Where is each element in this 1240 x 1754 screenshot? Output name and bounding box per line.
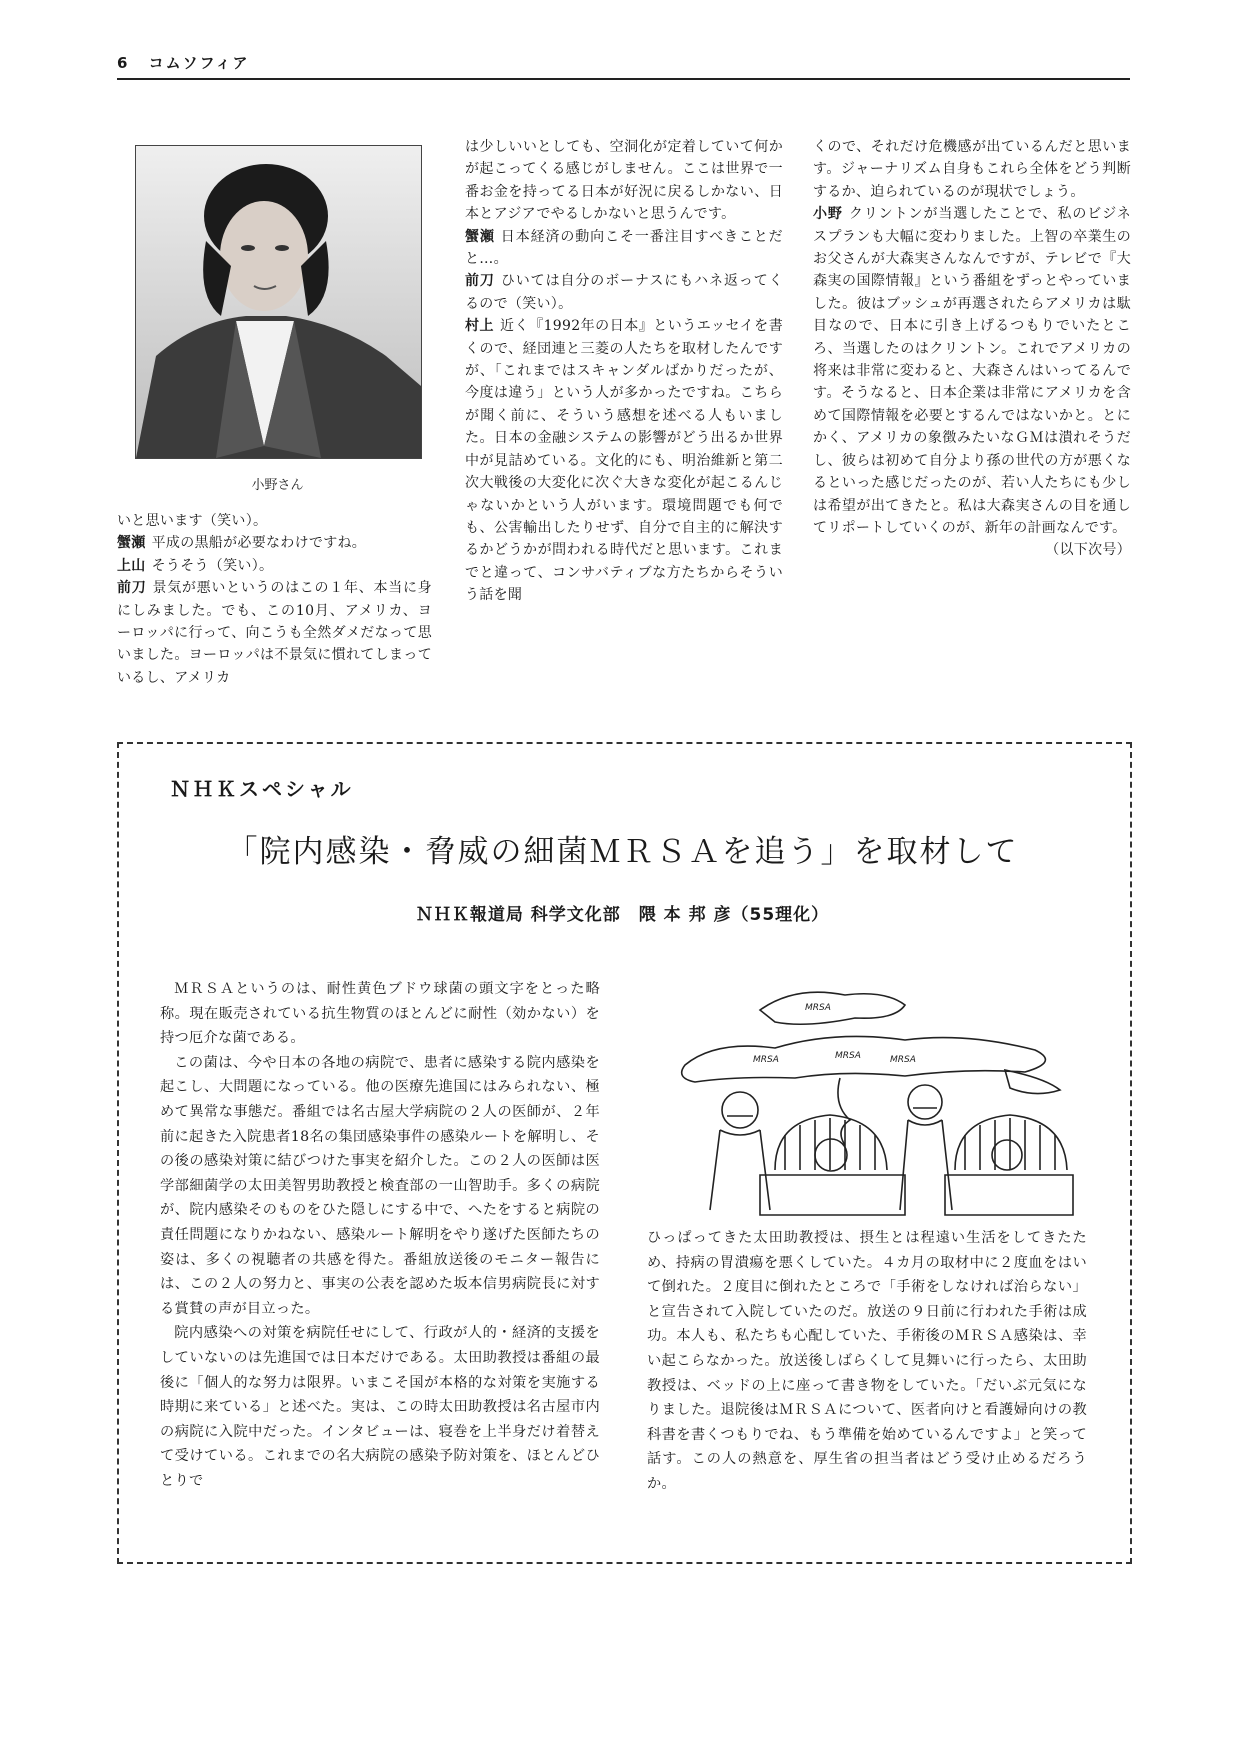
continued-note: （以下次号）	[1045, 542, 1131, 559]
portrait-illustration	[136, 146, 421, 458]
portrait-photo	[135, 145, 422, 459]
box-left-column	[160, 977, 600, 1493]
paragraph-text: そうそう（笑い）。	[151, 557, 274, 574]
paragraph-text: 近く『1992年の日本』というエッセイを書くので、経団連と三菱の人たちを取材したんですが、「これまではスキャンダルばかりだったが、今度は違う」という人が多かったですね。こちらが聞く前に、そういう感想を述べる人もいました。日本の金融システムの影響がどう出るか世界中が見詰めている。文化的にも、明治維新と第二次大戦後の大変化に次ぐ大きな変化が起こるんじゃないかという人がいます。環境問題でも何でも、公害輸出したりせず、自分で自主的に解決するかどうかが問われる時代だと思います。これまでと違って、コンサバティブな方たちからそういう話を聞	[465, 318, 783, 604]
illustration-label: MRSA	[753, 1055, 779, 1065]
paragraph	[117, 555, 432, 577]
paragraph	[465, 226, 783, 271]
interview-column-3	[813, 136, 1131, 562]
box-right-column	[647, 1226, 1087, 1497]
interview-column-1	[117, 510, 432, 689]
paragraph: ひっぱってきた太田助教授は、摂生とは程遠い生活をしてきたため、持病の胃潰瘍を悪くしていた。４カ月の取材中に２度血をはいて倒れた。２度目に倒れたところで「手術をしなければ治らない」と宣告されて入院していたのだ。放送の９日前に行われた手術は成功。本人も、私たちも心配していた、手術後のＭＲＳＡ感染は、幸い起こらなかった。放送後しばらくして見舞いに行ったら、太田助教授は、ベッドの上に座って書き物をしていた。「だいぶ元気になりました。退院後はＭＲＳＡについて、医者向けと看護婦向けの教科書を書くつもりでね、もう準備を始めているんですよ」と笑って話す。この人の熱意を、厚生省の担当者はどう受け止めるだろうか。	[647, 1230, 1087, 1492]
hospital-illustration	[665, 970, 1075, 1220]
running-header	[117, 52, 1130, 80]
interview-column-2	[465, 136, 783, 607]
paragraph-text: 平成の黒船が必要なわけですね。	[151, 535, 367, 552]
speaker-name: 前刀	[117, 580, 147, 597]
paragraph	[465, 315, 783, 606]
illustration-label: MRSA	[890, 1055, 916, 1065]
mrsa-illustration	[665, 970, 1075, 1220]
speaker-name: 上山	[117, 557, 146, 574]
paragraph	[117, 532, 432, 554]
speaker-name: 蟹瀬	[465, 228, 495, 245]
box-byline: ＮＨＫ報道局 科学文化部 隈 本 邦 彦（55理化）	[415, 905, 830, 925]
paragraph-text: 景気が悪いというのはこの１年、本当に身にしみました。でも、この10月、アメリカ、ヨーロッパに行って、向こうも全然ダメだなって思いました。ヨーロッパは不景気に慣れてしまっているし、アメリカ	[117, 580, 432, 686]
paragraph	[117, 577, 432, 689]
paragraph-text: 日本経済の動向こそ一番注目すべきことだと…。	[465, 228, 783, 268]
paragraph: くので、それだけ危機感が出ているんだと思います。ジャーナリズム自身もこれら全体をどう判断するか、迫られているのが現状でしょう。	[813, 139, 1131, 200]
speaker-name: 村上	[465, 318, 495, 335]
paragraph	[465, 270, 783, 315]
paragraph: いと思います（笑い）。	[117, 513, 268, 529]
paragraph-text: クリントンが当選したことで、私のビジネスプランも大幅に変わりました。上智の卒業生のお父さんが大森実さんなんですが、テレビで『大森実の国際情報』という番組をずっとやっていました。彼はブッシュが再選されたらアメリカは駄目なので、日本に引き上げるつもりでいたところ、当選したのはクリントン。これでアメリカの将来は非常に変わると、大森さんはいってるんです。そうなると、日本企業は非常にアメリカを含めて国際情報を必要とするんではないかと。とにかく、アメリカの象徴みたいなＧＭは潰れそうだし、彼らは初めて自分より孫の世代の方が悪くなるといった感じだったのが、若い人たちにも少しは希望が出てきたと。私は大森実さんの目を通してリポートしていくのが、新年の計画なんです。	[813, 206, 1131, 536]
paragraph: 院内感染への対策を病院任せにして、行政が人的・経済的支援をしていないのは先進国では日本だけである。太田助教授は番組の最後に「個人的な努力は限界。いまこそ国が本格的な対策を実施する時期に来ている」と述べた。実は、この時太田助教授は名古屋市内の病院に入院中だった。インタビューは、寝巻を上半身だけ着替えて受けている。これまでの名大病院の感染予防対策を、ほとんどひとりで	[160, 1325, 600, 1489]
box-kicker: ＮＨＫスペシャル	[170, 777, 354, 801]
paragraph	[813, 203, 1131, 539]
magazine-title: コムソフィア	[148, 54, 250, 72]
page-number: 6	[117, 54, 130, 72]
illustration-label: MRSA	[835, 1051, 861, 1061]
paragraph: は少しいいとしても、空洞化が定着していて何かが起こってくる感じがしません。ここは世界で一番お金を持ってる日本が好況に戻るしかない、日本とアジアでやるしかないと思うんです。	[465, 139, 783, 223]
speaker-name: 小野	[813, 206, 843, 223]
paragraph-text: ひいては自分のボーナスにもハネ返ってくるので（笑い）。	[465, 273, 783, 312]
illustration-label: MRSA	[805, 1003, 831, 1013]
paragraph: この菌は、今や日本の各地の病院で、患者に感染する院内感染を起こし、大問題になっている。他の医療先進国にはみられない、極めて異常な事態だ。番組では名古屋大学病院の２人の医師が、２年前に起きた入院患者18名の集団感染事件の感染ルートを解明し、その後の感染対策に結びつけた事実を紹介した。この２人の医師は医学部細菌学の太田美智男助教授と検査部の一山智助手。多くの病院が、院内感染そのものをひた隠しにする中で、へたをすると病院の責任問題になりかねない、感染ルート解明をやり遂げた医師たちの姿は、多くの視聴者の共感を得た。番組放送後のモニター報告には、この２人の努力と、事実の公表を認めた坂本信男病院長に対する賞賛の声が目立った。	[160, 1054, 600, 1317]
speaker-name: 蟹瀬	[117, 535, 146, 552]
speaker-name: 前刀	[465, 273, 495, 290]
paragraph: ＭＲＳＡというのは、耐性黄色ブドウ球菌の頭文字をとった略称。現在販売されている抗生物質のほとんどに耐性（効かない）を持つ厄介な菌である。	[160, 981, 600, 1047]
photo-caption: 小野さん	[251, 478, 304, 493]
box-title: 「院内感染・脅威の細菌ＭＲＳＡを追う」を取材して	[226, 834, 1019, 870]
